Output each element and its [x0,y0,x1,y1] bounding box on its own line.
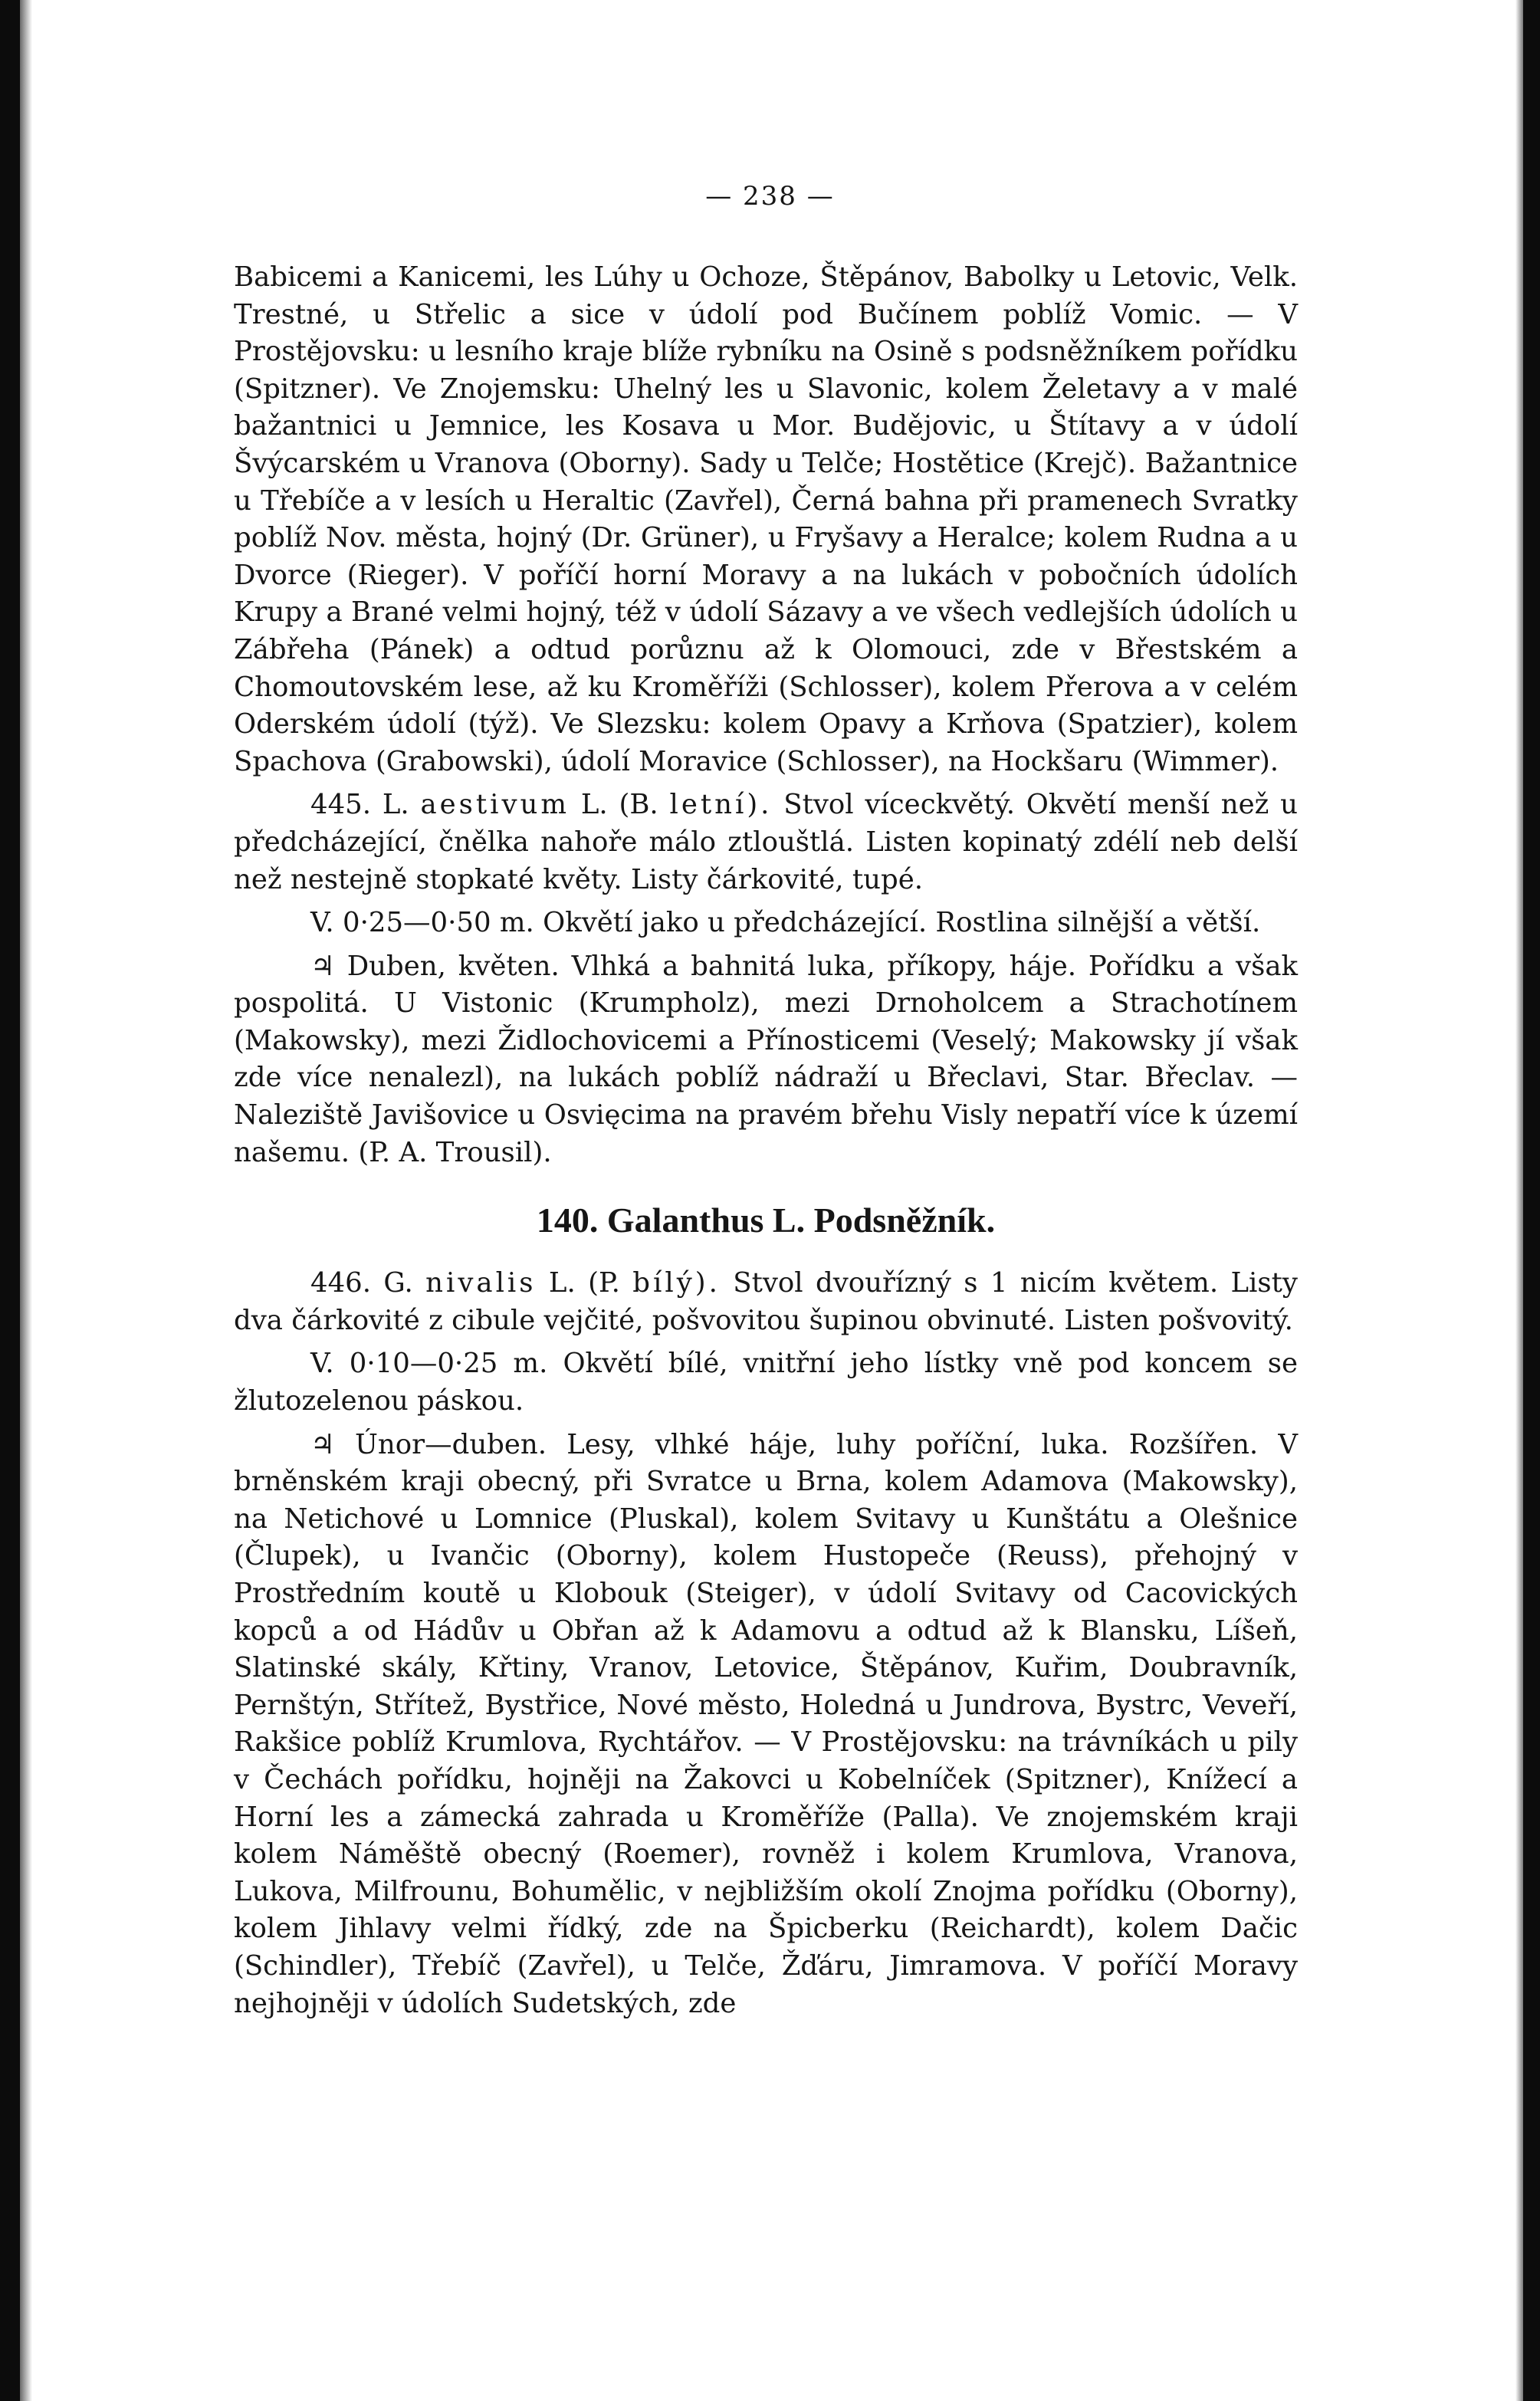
species-entry-446 [234,1265,1298,1339]
species-author: L. (P. [548,1267,620,1299]
species-common-name: letní). [669,789,773,821]
species-number: 445. L. [310,789,409,821]
page-body [234,259,1298,2022]
scan-border-right [1523,0,1540,2401]
scan-border-left [0,0,20,2401]
species-name: nivalis [425,1267,537,1299]
species-description: Stvol víceckvětý. Okvětí menší než u předcházející, čnělka nahoře málo ztlouštlá. Listen kopinatý zdélí neb delší než nestejně stopkaté květy. Listy čárkovité, tupé. [234,789,1298,895]
scan-shadow-left [20,0,32,2401]
species-number: 446. G. [310,1267,413,1299]
species-entry-445 [234,787,1298,898]
species-distribution-paragraph: ♃ Duben, květen. Vlhká a bahnitá luka, příkopy, háje. Pořídku a však pospolitá. U Vistonic (Krumpholz), mezi Drnoholcem a Strachotínem (Makowsky), mezi Židlochovicemi a Přínosticemi (Veselý; Makowsky jí však zde více nenalezl), na lukách poblíž nádraží u Břeclavi, Star. Břeclav. — Naleziště Javišovice u Osvięcima na pravém břehu Visly nepatří více k území našemu. (P. A. Trousil). [234,950,1298,1168]
species-author: L. (B. [580,789,658,821]
scan-shadow-right [1515,0,1523,2401]
page-number: — 238 — [705,181,835,212]
species-description: Stvol dvouřízný s 1 nicím květem. Listy dva čárkovité z cibule vejčité, pošvovitou šupinou obvinuté. Listen pošvovitý. [234,1267,1298,1336]
paragraph-continuation: Babicemi a Kanicemi, les Lúhy u Ochoze, Štěpánov, Babolky u Letovic, Velk. Trestné, u Střelic a sice v údolí pod Bučínem poblíž Vomic. — V Prostějovsku: u lesního kraje blíže rybníku na Osině s podsněžníkem pořídku (Spitzner). Ve Znojemsku: Uhelný les u Slavonic, kolem Želetavy a v malé bažantnici u Jemnice, les Kosava u Mor. Budějovic, u Štítavy a v údolí Švýcarském u Vranova (Oborny). Sady u Telče; Hostětice (Krejč). Bažantnice u Třebíče a v lesích u Heraltic (Zavřel), Černá bahna při pramenech Svratky poblíž Nov. města, hojný (Dr. Grüner), u Fryšavy a Heralce; kolem Rudna a u Dvorce (Rieger). V poříčí horní Moravy a na lukách v pobočních údolích Krupy a Brané velmi hojný, též v údolí Sázavy a ve všech vedlejších údolích u Zábřeha (Pánek) a odtud porůznu až k Olomouci, zde v Břestském a Chomoutovském lese, až ku Kroměříži (Schlosser), kolem Přerova a v celém Oderském údolí (týž). Ve Slezsku: kolem Opavy a Krňova (Spatzier), kolem Spachova (Grabowski), údolí Moravice (Schlosser), na Hockšaru (Wimmer). [234,261,1298,777]
genus-heading: 140. Galanthus L. Podsněžník. [536,1200,996,1240]
species-size-paragraph: V. 0·25—0·50 m. Okvětí jako u předcházející. Rostlina silnější a větší. [310,907,1261,939]
species-size-paragraph: V. 0·10—0·25 m. Okvětí bílé, vnitřní jeho lístky vně pod koncem se žlutozelenou páskou. [234,1348,1298,1417]
species-common-name: bílý). [632,1267,721,1299]
species-distribution-paragraph: ♃ Únor—duben. Lesy, vlhké háje, luhy poříční, luka. Rozšířen. V brněnském kraji obecný, při Svratce u Brna, kolem Adamova (Makowsky), na Netichové u Lomnice (Pluskal), kolem Svitavy u Kunštátu a Olešnice (Člupek), u Ivančic (Oborny), kolem Hustopeče (Reuss), přehojný v Prostředním koutě u Klobouk (Steiger), v údolí Svitavy od Cacovických kopců a od Hádův u Obřan až k Adamovu a odtud až k Blansku, Líšeň, Slatinské skály, Křtiny, Vranov, Letovice, Štěpánov, Kuřim, Doubravník, Pernštýn, Střítež, Bystřice, Nové město, Holedná u Jundrova, Bystrc, Veveří, Rakšice poblíž Krumlova, Rychtářov. — V Prostějovsku: na trávníkách u pily v Čechách pořídku, hojněji na Žakovci u Kobelníček (Spitzner), Knížecí a Horní les a zámecká zahrada u Kroměříže (Palla). Ve znojemském kraji kolem Náměště obecný (Roemer), rovněž i kolem Krumlova, Vranova, Lukova, Milfrounu, Bohumělic, v nejbližším okolí Znojma pořídku (Oborny), kolem Jihlavy velmi řídký, zde na Špicberku (Reichardt), kolem Dačic (Schindler), Třebíč (Zavřel), u Telče, Žďáru, Jimramova. V poříčí Moravy nejhojněji v údolích Sudetských, zde [234,1428,1298,2019]
species-name: aestivum [420,789,570,821]
